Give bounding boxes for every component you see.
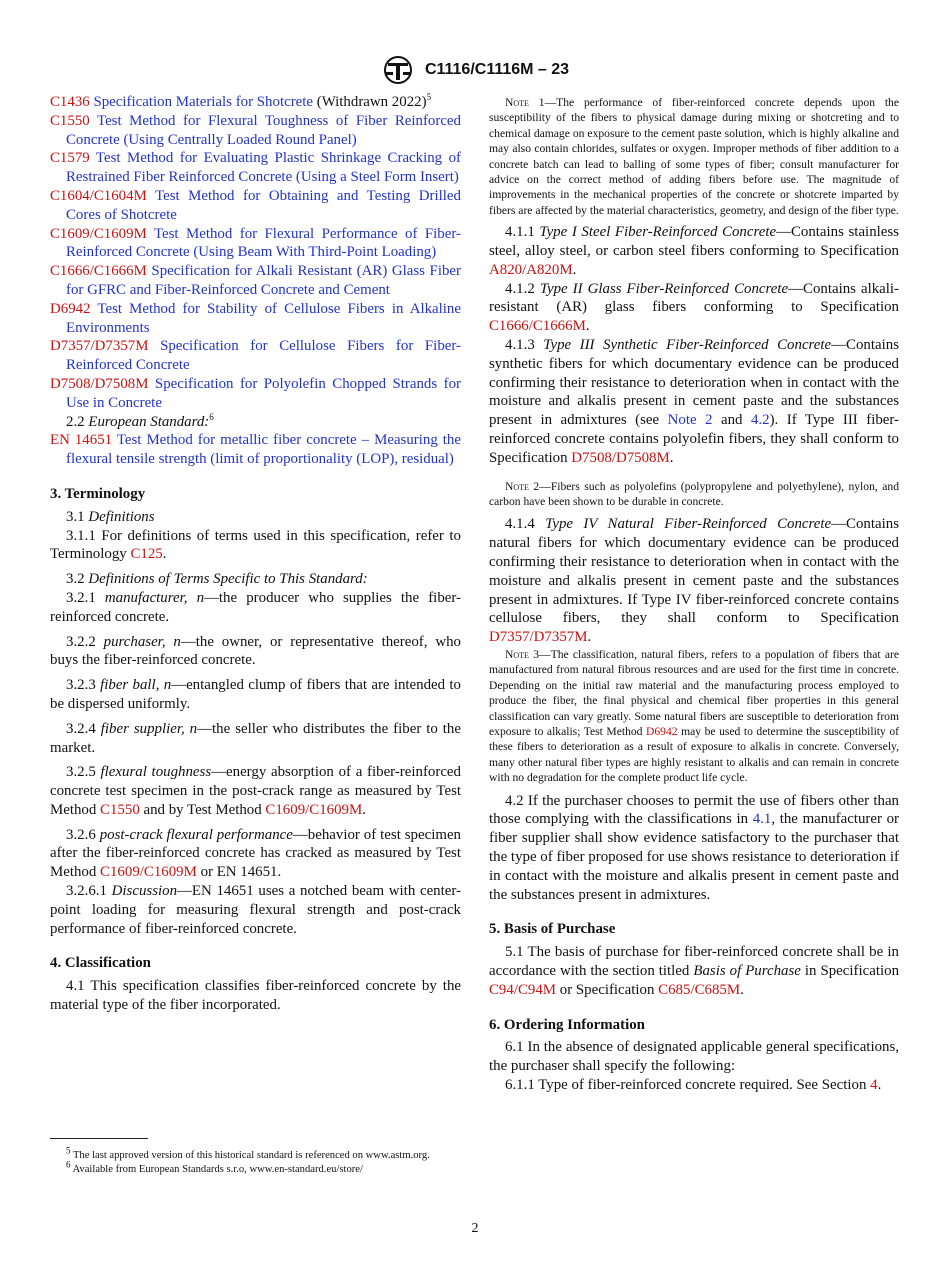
right-column bbox=[489, 95, 899, 1095]
definition-fiber-ball: 3.2.3 fiber ball, n—entangled clump of fibers that are intended to be dispersed uniformly. bbox=[50, 677, 461, 712]
footnote-5: $^5$ The last approved version of this historical standard is referenced on www.astm.org. bbox=[66, 1145, 430, 1161]
reference-title-link[interactable]: Test Method for Flexural Performance of Fiber-Reinforced Concrete (Using Beam With Third-Point Loading) bbox=[66, 225, 461, 261]
definition-flexural-toughness: 3.2.5 flexural toughness—energy absorption of a fiber-reinforced concrete test specimen in the post-crack range as measured by Test Method C1550 and by Test Method C1609/C1609M. bbox=[50, 764, 461, 818]
reference-item bbox=[50, 375, 461, 413]
reference-title-link[interactable]: Test Method for Evaluating Plastic Shrinkage Cracking of Restrained Fiber Reinforced Concrete (Using a Steel Form Insert) bbox=[66, 150, 461, 186]
terminology-heading: 3. Terminology bbox=[50, 485, 146, 502]
basis-heading: 5. Basis of Purchase bbox=[489, 921, 616, 938]
footnote-divider bbox=[50, 1138, 148, 1139]
definition-post-crack: 3.2.6 post-crack flexural performance—behavior of test specimen after the fiber-reinforced concrete has cracked as measured by Test Method C1609/C1609M or EN 14651. bbox=[50, 826, 461, 881]
section-6-1: 6.1 In the absence of designated applicable general specifications, the purchaser shall specify the following: bbox=[489, 1039, 899, 1075]
note-1: Note 1—The performance of fiber-reinforced concrete depends upon the susceptibility of the fibers to physical damage during mixing or shotcreting and to chemical damage on exposure to the cement paste solution, which is highly alkaline and may also contain chlorides, sulfates or oxygen. Improper methods of fiber addition to a concrete batch can lead to balling of some types of fiber; consult manufacturer for advice on the correct method of adding fibers before use. The magnitude of improvements in the mechanical properties of the concrete or shotcrete imparted by fibers are affected by the material characteristics, geometry, and design of the fiber type. bbox=[489, 96, 899, 217]
note-2: Note 2—Fibers such as polyolefins (polypropylene and polyethylene), nylon, and carbon have been shown to be durable in concrete. bbox=[489, 479, 899, 509]
section-4-1-4: 4.1.4 Type IV Natural Fiber-Reinforced Concrete—Contains natural fibers for which documentary evidence can be produced confirming their resistance to deterioration when in contact with the moisture and alkalis present in cement paste and the substances present in admixtures. If Type IV fiber-reinforced concrete contains cellulose fibers, they shall conform to Specification D7357/D7357M. bbox=[489, 516, 899, 646]
reference-code-link[interactable]: C1436 bbox=[50, 94, 90, 110]
section-4-1-link[interactable]: 4.1 bbox=[752, 811, 772, 828]
reference-code-link[interactable]: C1604/C1604M bbox=[50, 187, 147, 204]
reference-item bbox=[50, 262, 461, 300]
reference-code-link[interactable]: C1550 bbox=[50, 112, 90, 129]
reference-title-link[interactable]: Test Method for Obtaining and Testing Drilled Cores of Shotcrete bbox=[66, 187, 461, 223]
test-method-link[interactable]: C1609/C1609M bbox=[265, 801, 363, 818]
page-header bbox=[0, 55, 950, 85]
section-4-2-link[interactable]: 4.2 bbox=[750, 412, 770, 429]
section-4-1-3: 4.1.3 Type III Synthetic Fiber-Reinforced Concrete—Contains synthetic fibers for which documentary evidence can be produced confirming their resistance to deterioration when in contact with the moisture and alkalis present in cement paste and the substances present in admixtures (see Note 2 and 4.2). If Type III fiber-reinforced concrete contains polyolefin fibers, they shall conform to Specification D7508/D7508M. bbox=[489, 337, 900, 466]
specification-link[interactable]: D7508/D7508M bbox=[571, 449, 670, 466]
reference-item bbox=[50, 187, 461, 225]
specification-link[interactable]: D7357/D7357M bbox=[489, 629, 588, 646]
reference-title-link[interactable]: Test Method for Stability of Cellulose Fibers in Alkaline Environments bbox=[66, 300, 461, 336]
reference-item bbox=[50, 337, 461, 375]
reference-item bbox=[50, 300, 461, 338]
section-4-link[interactable]: 4 bbox=[870, 1077, 878, 1094]
reference-title-link[interactable]: Specification for Cellulose Fibers for Fiber-Reinforced Concrete bbox=[66, 338, 461, 374]
classification-heading: 4. Classification bbox=[50, 955, 151, 972]
section-4-2: 4.2 If the purchaser chooses to permit the use of fibers other than those complying with the classifications in 4.1, the manufacturer or fiber supplier shall show evidence satisfactory to the purchaser that the type of fiber proposed for use shows resistance to deterioration if in contact with the moisture and alkalis present in cement paste and the substances present in admixtures. bbox=[489, 792, 899, 903]
reference-code-link[interactable]: C1609/C1609M bbox=[50, 225, 147, 242]
reference-title-link[interactable]: Test Method for metallic fiber concrete – Measuring the flexural tensile strength (limit of proportionality (LOP), residual) bbox=[66, 432, 461, 468]
reference-code-link[interactable]: D7508/D7508M bbox=[50, 375, 149, 392]
specification-link[interactable]: C94/C94M bbox=[489, 981, 557, 998]
note-3: Note 3—The classification, natural fibers, refers to a population of fibers that are manufactured from natural fibrous resources and are used for the first time in concrete. Depending on the initial raw material and the manufacturing process employed to produce the fiber, the final physical and chemical fiber properties in this general classification can vary greatly. Some natural fibers are susceptible to deterioration from exposure to alkalis; Test Method D6942 may be used to determine the susceptibility of these fibers to deterioration as a result of exposure to alkalis in concrete. Conversely, many other natural fiber types are highly resistant to alkalis and can remain in concrete with no degradation for the complete product life cycle. bbox=[489, 648, 899, 785]
reference-code-link[interactable]: C1666/C1666M bbox=[50, 263, 147, 280]
test-method-link[interactable]: C1550 bbox=[100, 801, 140, 818]
reference-title-link[interactable]: Test Method for Flexural Toughness of Fiber Reinforced Concrete (Using Centrally Loaded Round Panel) bbox=[66, 112, 461, 148]
document-code: C1116/C1116M – 23 bbox=[424, 61, 570, 78]
specification-link[interactable]: A820/A820M bbox=[489, 261, 573, 278]
reference-code-link[interactable]: D6942 bbox=[50, 300, 91, 317]
test-method-link[interactable]: D6942 bbox=[646, 725, 678, 739]
definition-purchaser: 3.2.2 purchaser, n—the owner, or representative thereof, who buys the fiber-reinforced concrete. bbox=[50, 633, 461, 669]
specification-link[interactable]: C1666/C1666M bbox=[489, 318, 586, 335]
note-2-link[interactable]: Note 2 bbox=[667, 412, 713, 429]
footnote-6: $^6$ Available from European Standards s.r.o, www.en-standard.eu/store/ bbox=[66, 1159, 363, 1176]
test-method-link[interactable]: C1609/C1609M bbox=[100, 864, 197, 881]
section-3-1-1: 3.1.1 For definitions of terms used in this specification, refer to Terminology C125. bbox=[50, 527, 461, 563]
left-column bbox=[50, 93, 461, 1015]
section-3-2: 3.2 Definitions of Terms Specific to This Standard: bbox=[66, 571, 368, 588]
definition-fiber-supplier: 3.2.4 fiber supplier, n—the seller who distributes the fiber to the market. bbox=[50, 720, 461, 756]
ordering-heading: 6. Ordering Information bbox=[489, 1016, 645, 1033]
definition-discussion: 3.2.6.1 Discussion—EN 14651 uses a notched beam with center-point loading for measuring flexural strength and post-crack performance of fiber-reinforced concrete. bbox=[50, 883, 461, 937]
terminology-link[interactable]: C125 bbox=[130, 546, 163, 563]
footnotes bbox=[50, 1145, 461, 1177]
reference-item bbox=[50, 149, 461, 187]
specification-link[interactable]: C685/C685M bbox=[658, 981, 741, 998]
page-number: 2 bbox=[471, 1221, 479, 1236]
reference-code-link[interactable]: D7357/D7357M bbox=[50, 338, 149, 355]
astm-logo-icon bbox=[381, 55, 415, 85]
reference-title-link[interactable]: Specification for Polyolefin Chopped Strands for Use in Concrete bbox=[66, 375, 461, 411]
reference-item bbox=[50, 431, 461, 469]
section-6-1-1: 6.1.1 Type of fiber-reinforced concrete required. See Section 4. bbox=[505, 1077, 882, 1094]
reference-code-link[interactable]: EN 14651 bbox=[50, 432, 113, 449]
reference-item bbox=[50, 112, 461, 150]
section-5-1: 5.1 The basis of purchase for fiber-reinforced concrete shall be in accordance with the section titled Basis of Purchase in Specification C94/C94M or Specification C685/C685M. bbox=[489, 944, 900, 998]
section-2-2: 2.2 European Standard:$^6$ bbox=[66, 411, 214, 430]
section-4-1: 4.1 This specification classifies fiber-reinforced concrete by the material type of the fiber incorporated. bbox=[50, 978, 461, 1014]
section-4-1-1: 4.1.1 Type I Steel Fiber-Reinforced Concrete—Contains stainless steel, alloy steel, or carbon steel fibers conforming to Specification A820/A820M. bbox=[489, 224, 899, 278]
reference-item bbox=[50, 225, 461, 263]
reference-title-link[interactable]: Specification Materials for Shotcrete bbox=[93, 94, 314, 110]
reference-title-link[interactable]: Specification for Alkali Resistant (AR) Glass Fiber for GFRC and Fiber-Reinforced Concrete and Cement bbox=[66, 263, 461, 298]
reference-code-link[interactable]: C1579 bbox=[50, 150, 90, 167]
reference-item: C1436 Specification Materials for Shotcrete (Withdrawn 2022)$^5$ bbox=[50, 92, 432, 110]
section-3-1: 3.1 Definitions bbox=[66, 508, 155, 525]
section-4-1-2: 4.1.2 Type II Glass Fiber-Reinforced Concrete—Contains alkali-resistant (AR) glass fibers conforming to Specification C1666/C1666M. bbox=[489, 280, 900, 335]
definition-manufacturer: 3.2.1 manufacturer, n—the producer who supplies the fiber-reinforced concrete. bbox=[50, 589, 461, 625]
